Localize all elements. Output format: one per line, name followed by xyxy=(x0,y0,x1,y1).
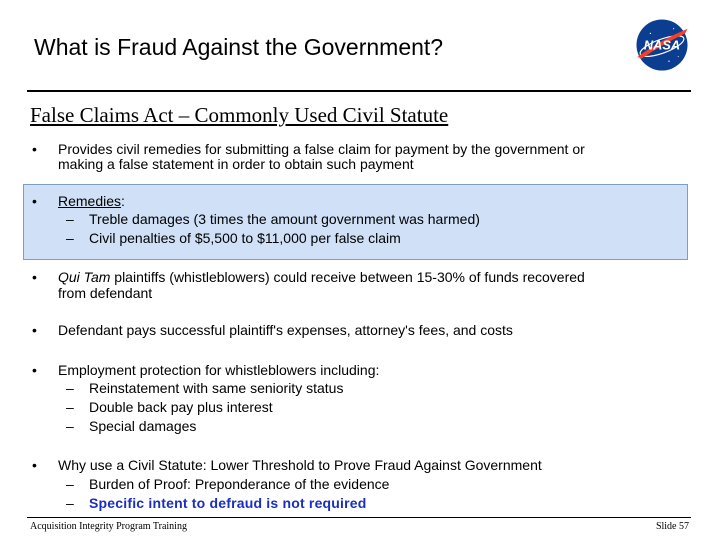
bullet-marker: • xyxy=(32,322,37,338)
sub-bullet xyxy=(66,229,401,248)
svg-text:NASA: NASA xyxy=(643,37,681,53)
remedies-label: Remedies xyxy=(58,193,122,209)
sub-marker: – xyxy=(66,380,74,396)
sub-marker: – xyxy=(66,495,74,511)
nasa-logo-icon xyxy=(633,16,691,74)
bullet-text: Provides civil remedies for submitting a false claim for payment by the government or xyxy=(58,141,585,157)
sub-bullet-text: Special damages xyxy=(89,418,197,434)
footer-program-name: Acquisition Integrity Program Training xyxy=(30,521,187,532)
sub-bullet-text: Civil penalties of $5,500 to $11,000 per false claim xyxy=(89,230,401,246)
bullet-text-rest: plaintiffs (whistleblowers) could receive between 15-30% of funds recovered xyxy=(110,269,585,285)
slide-subtitle: False Claims Act – Commonly Used Civil Statute xyxy=(30,103,449,127)
sub-bullet xyxy=(66,475,389,494)
sub-bullet xyxy=(66,398,273,417)
bullet-text: Why use a Civil Statute: Lower Threshold to Prove Fraud Against Government xyxy=(58,457,542,473)
sub-marker: – xyxy=(66,211,74,227)
sub-bullet-text-emphasis: Specific intent to defraud is not required xyxy=(89,495,367,511)
sub-marker: – xyxy=(66,476,74,492)
bullet-text xyxy=(58,269,585,285)
bullet-text xyxy=(58,193,125,209)
sub-marker: – xyxy=(66,230,74,246)
bullet-text: Defendant pays successful plaintiff's expenses, attorney's fees, and costs xyxy=(58,322,513,338)
sub-marker: – xyxy=(66,418,74,434)
sub-bullet xyxy=(66,210,480,229)
qui-tam-term: Qui Tam xyxy=(58,269,111,285)
slide-title: What is Fraud Against the Government? xyxy=(34,34,444,60)
sub-bullet-text: Reinstatement with same seniority status xyxy=(89,380,344,396)
sub-bullet-text: Treble damages (3 times the amount government was harmed) xyxy=(89,211,480,227)
title-divider xyxy=(27,90,691,92)
sub-bullet-text: Burden of Proof: Preponderance of the evidence xyxy=(89,476,390,492)
sub-bullet-text: Double back pay plus interest xyxy=(89,399,273,415)
sub-bullet xyxy=(66,417,196,436)
sub-bullet xyxy=(66,379,343,398)
remedies-colon: : xyxy=(121,193,125,209)
footer-divider xyxy=(27,517,691,518)
bullet-text: making a false statement in order to obtain such payment xyxy=(58,156,414,172)
bullet-text: from defendant xyxy=(58,285,153,301)
slide-number: Slide 57 xyxy=(655,521,689,532)
bullet-marker: • xyxy=(32,362,37,378)
bullet-marker: • xyxy=(32,193,37,209)
bullet-marker: • xyxy=(32,141,37,157)
bullet-marker: • xyxy=(32,457,37,473)
bullet-marker: • xyxy=(32,269,37,285)
sub-marker: – xyxy=(66,399,74,415)
sub-bullet xyxy=(66,494,367,513)
bullet-text: Employment protection for whistleblowers including: xyxy=(58,362,380,378)
